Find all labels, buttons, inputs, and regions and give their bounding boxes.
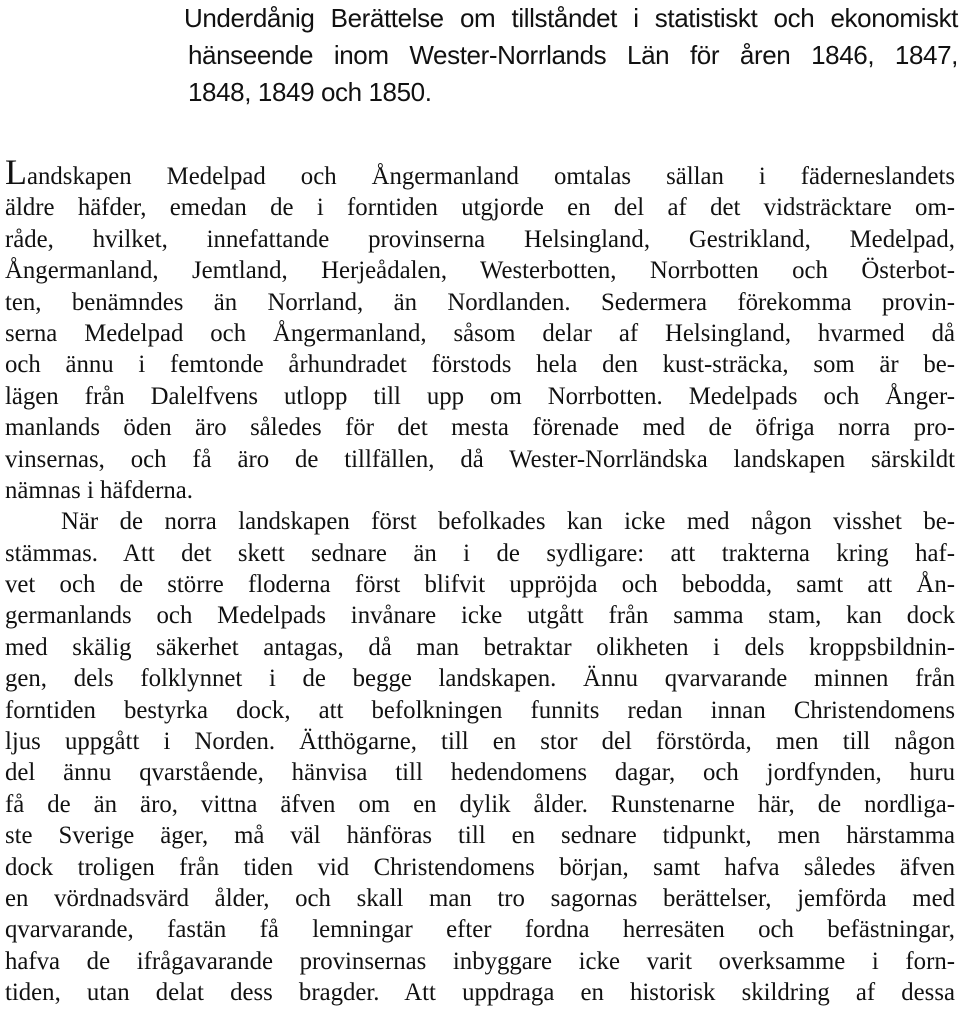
text-line: äldre häfder, emedan de i forntiden utgjorde en del af det vidsträcktare om- bbox=[5, 194, 955, 222]
text-line: stämmas. Att det skett sednare än i de sydligare: att trakterna kring haf- bbox=[5, 539, 955, 567]
title-line: hänseende inom Wester-Norrlands Län för åren 1846, 1847, bbox=[188, 40, 958, 70]
report-title bbox=[184, 0, 958, 111]
title-line: 1848, 1849 och 1850. bbox=[188, 77, 432, 107]
first-line-rest: andskapen Medelpad och Ångermanland omtalas sällan i fäderneslandets bbox=[27, 163, 955, 190]
text-line-paragraph-start: När de norra landskapen först befolkades kan icke med någon visshet be- bbox=[61, 508, 955, 536]
text-line: qvarvarande, fastän få lemningar efter fordna herresäten och befästningar, bbox=[5, 916, 955, 944]
text-line-paragraph-end: nämnas i häfderna. bbox=[5, 476, 193, 504]
text-line: serna Medelpad och Ångermanland, såsom delar af Helsingland, hvarmed då bbox=[5, 319, 955, 347]
text-line: ten, benämndes än Norrland, än Nordlanden. Sedermera förekomma provin- bbox=[5, 288, 955, 316]
text-line: råde, hvilket, innefattande provinserna Helsingland, Gestrikland, Medelpad, bbox=[5, 225, 955, 253]
text-line: vinsernas, och få äro de tillfällen, då Wester-Norrländska landskapen särskildt bbox=[5, 445, 955, 473]
text-line: del ännu qvarstående, hänvisa till hedendomens dagar, och jordfynden, huru bbox=[5, 759, 955, 787]
text-line: gen, dels folklynnet i de begge landskapen. Ännu qvarvarande minnen från bbox=[5, 665, 955, 693]
text-line: Ångermanland, Jemtland, Herjeådalen, Westerbotten, Norrbotten och Österbot- bbox=[5, 257, 955, 285]
title-line: Underdånig Berättelse om tillståndet i statistiskt och ekonomiskt bbox=[184, 3, 958, 33]
text-line: en vördnadsvärd ålder, och skall man tro sagornas berättelser, jemförda med bbox=[5, 884, 955, 912]
body-text bbox=[5, 152, 955, 1009]
text-line: ste Sverige äger, må väl hänföras till en sednare tidpunkt, men härstamma bbox=[5, 822, 955, 850]
text-line: hafva de ifrågavarande provinsernas inbyggare icke varit overksamme i forn- bbox=[5, 947, 955, 975]
text-line: tiden, utan delat dess bragder. Att uppdraga en historisk skildring af dessa bbox=[5, 979, 955, 1007]
text-line: lägen från Dalelfvens utlopp till upp om Norrbotten. Medelpads och Ånger- bbox=[5, 382, 955, 410]
text-line: få de än äro, vittna äfven om en dylik ålder. Runstenarne här, de nordliga- bbox=[5, 790, 955, 818]
text-line: med skälig säkerhet antagas, då man betraktar olikheten i dels kroppsbildnin- bbox=[5, 633, 955, 661]
text-line: vet och de större floderna först blifvit uppröjda och bebodda, samt att Ån- bbox=[5, 571, 955, 599]
text-line: germanlands och Medelpads invånare icke utgått från samma stam, kan dock bbox=[5, 602, 955, 630]
drop-cap: L bbox=[5, 152, 27, 192]
text-line: och ännu i femtonde århundradet förstods hela den kust-sträcka, som är be- bbox=[5, 351, 955, 379]
text-line: manlands öden äro således för det mesta förenade med de öfriga norra pro- bbox=[5, 414, 955, 442]
text-line-first bbox=[5, 152, 955, 192]
text-line: forntiden bestyrka dock, att befolkningen funnits redan innan Christendomens bbox=[5, 696, 955, 724]
text-line: dock troligen från tiden vid Christendomens början, samt hafva således äfven bbox=[5, 853, 955, 881]
text-line: ljus uppgått i Norden. Ätthögarne, till en stor del förstörda, men till någon bbox=[5, 728, 955, 756]
